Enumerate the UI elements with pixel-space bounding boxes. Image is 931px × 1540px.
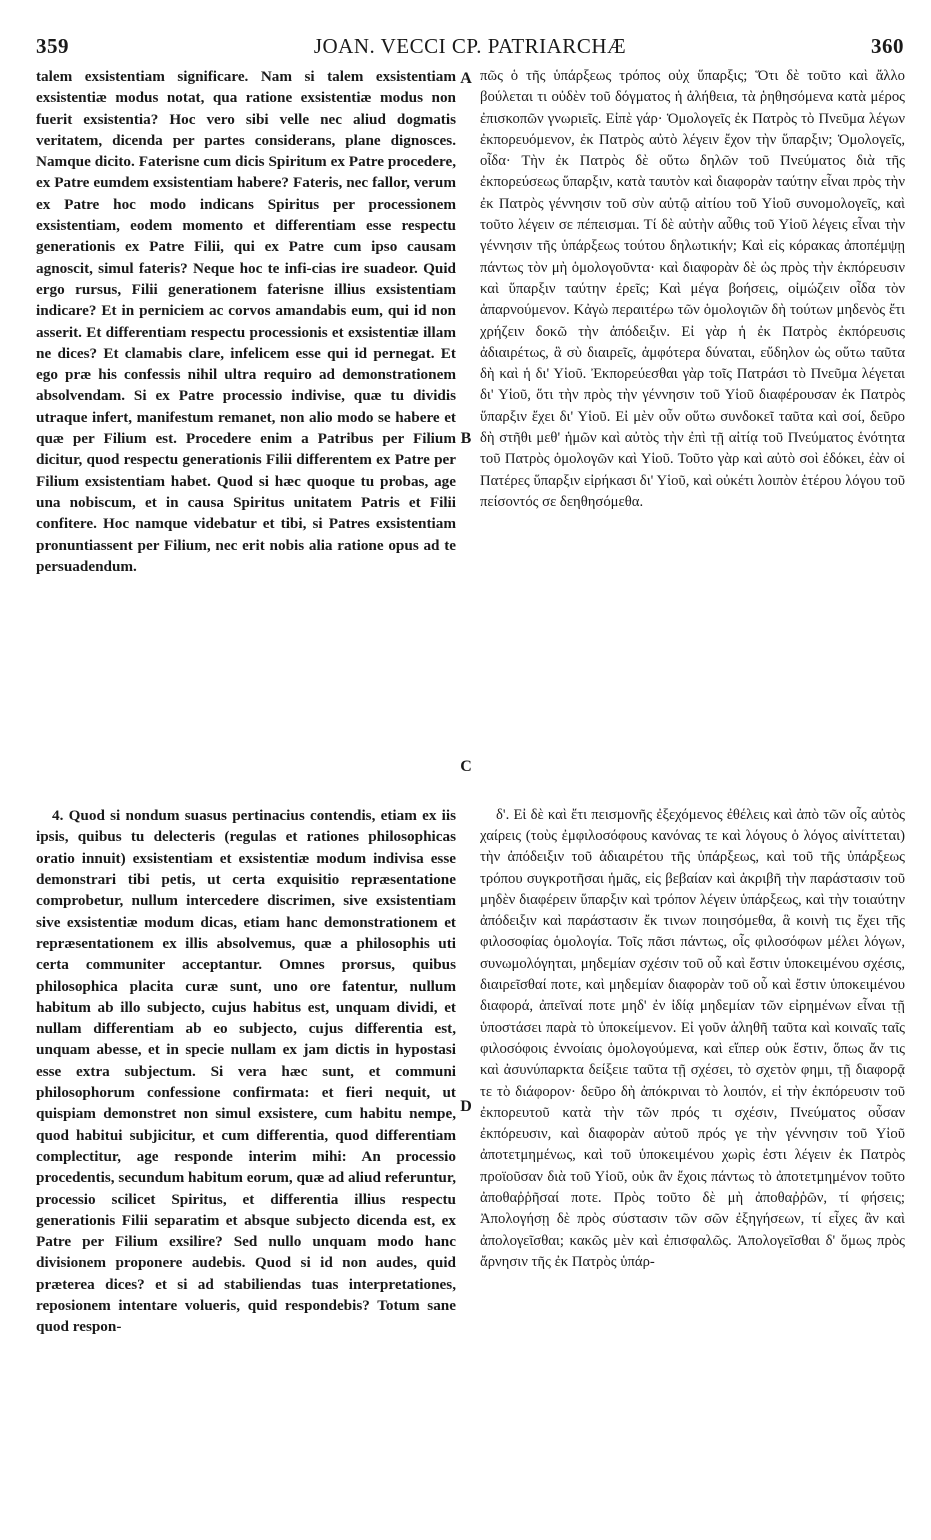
latin-paragraph-2: 4. Quod si nondum suasus pertinacius contendis, etiam ex iis ipsis, quibus tu delecteris (regulas et rationes philosophicas oratio innuit) exsistentiam et exsistentiæ modum indivisa esse demonstrari tibi petis, ut certa exquisitio repræsentatione comprobetur, nullum intercedere discrimen, sive exsistentiam sive exsistentiæ modum dicas, etiam hanc demonstrationem et repræsentationem ex illis absolvemus, quæ a philosophis uti certa communiter acceptantur. Omnes prorsus, quibus philosophica placita curæ sunt, uno ore fatentur, nullum habitum ab illo subjecto, cujus habitus est, unquam dividi, et nullam differentiam ab eo subjecto, cujus differentia est, unquam abesse, et in specie nullam ex jam dictis in hypostasi esse extra subjectum. Si vera hæc sunt, et communi philosophorum confessione confirmata: et fieri nequit, ut quispiam demonstret non simul exsistere, cum habitu nempe, quod habitui subjicitur, et cum differentia, quod differentiam complectitur, age responde interim mihi: An processio procedentis, secundum habitum eorum, quæ ad aliud referuntur, processio scilicet Spiritus, et differentia illius respectu generationis Filii separatim et absque subjecto dicenda est, ex Patre per Filium exsilire? Sed nullo unquam modo hanc divisionem proponere audebis. Quod si id non audes, quid præterea dices? et si ad stabiliendas tuas interpretationes, reposionem intentare volueris, quid respondebis? Totum sane quod respon- bbox=[36, 807, 456, 1336]
greek-column-top bbox=[480, 66, 905, 776]
margin-marker-d: D bbox=[460, 1098, 472, 1115]
margin-marker-a: A bbox=[460, 70, 472, 87]
page-number-left: 359 bbox=[36, 34, 69, 58]
greek-paragraph-2: δ'. Εἰ δὲ καὶ ἔτι πεισμονῆς ἐξεχόμενος ἐθέλεις καὶ ἀπὸ τῶν οἷς αὐτὸς χαίρεις (τοὺς ἐμφιλοσόφους κανόνας τε καὶ λόγους ὁ λόγος αἰνίττεται) τὴν ἀπόδειξιν τοῦ ἀδιαιρέτου τῆς ὑπάρξεως, καὶ τοῦ τῆς ὑπάρξεως τρόπου συγκροτῆσαι ἡμᾶς, εἰς βεβαίαν καὶ ἀκριβῆ τὴν παράστασιν τοῦ μηδὲν διαφέρειν ὕπαρξιν καὶ τρόπον λέγειν ὑπάρξεως, καὶ τὴν τοιαύτην ἀπόδειξιν καὶ παράστασιν ἔκ τινων ποιησόμεθα, ἃ κοινὴ τις ἔχει τῆς φιλοσοφίας ὁμολογία. Τοῖς πᾶσι πάντως, οἷς φιλοσόφων μέλει λόγων, συνωμολόγηται, μηδεμίαν σχέσιν τοῦ οὗ καὶ ἔστιν ὑποκειμένου σχέσις, διαιρεῖσθαί ποτε, καὶ μηδεμίαν διαφορὰν τοῦ οὗ καὶ ἔστιν ὑποκειμένου διαφορά, ἀπεῖναί ποτε μηδ' ἐν ἰδίᾳ μηδεμίαν τῶν εἰρημένων εἶναι τῇ ὑποστάσει παρὰ τὸ ὑποκείμενον. Εἰ γοῦν ἀληθῆ ταῦτα καὶ κοιναῖς ταῖς φιλοσόφοις ἐννοίαις ὁμολογούμενα, καὶ εἴπερ οὐκ ἔστιν, ὅπως ἄν τις καὶ ἀσυνύπαρκτα δείξειε ταῦτα τῇ σχέσει, τὸ σχετὸν φημι, τῇ διαφορᾷ τε τὸ διάφορον· δεῦρο δὴ ἀπόκριναι τὸ λοιπόν, εἰ τὴν ἐκπόρευσιν τοῦ ἐκπορευτοῦ κατὰ τὴν τῶν πρός τι σχέσιν, Πνεύματος οὖσαν ἐκπόρευσιν, καὶ διαφορὰν αὐτοῦ πρός γε τὴν γέννησιν τοῦ Υἱοῦ ἀποτετμημένως, καὶ τοῦ ὑποκειμένου χωρὶς ἐστι λέγειν ἐκ Πατρὸς προϊοῦσαν διὰ τοῦ Υἱοῦ, οὐκ ἂν ἔχοις πάντως τὸ ἀποτετμημένον τοῦτο ἀποθαῤῥῆσαί ποτε. Πρὸς τοῦτο δὲ μὴ ἀποθαῤῥῶν, τί φήσεις; Ἀπολογήσῃ δὲ πρὸς σύστασιν τῶν σῶν ἐξηγήσεων, τί εἶχες ἂν καὶ ἀπολογεῖσθαι; κακῶς μὲν καὶ ἐπισφαλῶς. Ἀπολογεῖσθαι δ' ὅμως πρὸς ἄρνησιν τῆς ἐκ Πατρὸς ὑπάρ- bbox=[480, 806, 905, 1270]
latin-column-bottom bbox=[36, 790, 456, 1490]
page-header bbox=[36, 34, 904, 60]
margin-marker-b: B bbox=[460, 430, 472, 447]
page-number-right: 360 bbox=[871, 34, 904, 58]
running-title: JOAN. VECCI CP. PATRIARCHÆ bbox=[313, 34, 627, 58]
latin-paragraph-1: talem exsistentiam significare. Nam si talem exsistentiam exsistentiæ modus notat, qua ratione exsistentiæ modus non fuerit exsistentia? Hoc vero sibi velle nec aliud dogmatis veritatem, dicenda per partes considerans, plane dignosces. Namque dicito. Faterisne cum dicis Spiritum ex Patre procedere, ex Patre eumdem exsistentiam habere? Fateris, nec fallor, verum ex Patre hoc modo indicans Spiritus per processionem exsistentiam, eodem momento et differentiam esse respectu generationis ex Patre Filii, qui ex Patre cum ipso causam agnoscit, simul fateris? Neque hoc te infi-cias ire suadeor. Quid ergo rursus, Filii generationem faterisne illius exsistentiam indicare? Et in perniciem ac corvos amandabis eum, qui id non asserit. Et differentiam respectu processionis et exsistentiæ illam ne dices? Et clamabis clare, infelicem esse qui id pernegat. Et ego præ his confessis nihil ultra requiro ad demonstrationem absolvendam. Si ex Patre processio indivise, quæ tu dividis utraque infert, manifestum remanet, non alio modo se habere et quæ per Filium est. Procedere enim a Patribus per Filium dicitur, quod respectu generationis Filii differentem ex Patre per Filium exsistentiam habet. Quod si hæc quoque tu probas, age una nobiscum, et in causa Spiritus unitatem Patris et Filii confitere. Hoc namque videbatur et tibi, si Patres exsistentiam pronuntiassent per Filium, nec erit nobis alia ratione opus ad te persuadendum. bbox=[36, 68, 456, 575]
margin-marker-c: C bbox=[460, 758, 472, 775]
greek-paragraph-1: πῶς ὁ τῆς ὑπάρξεως τρόπος οὐχ ὕπαρξις; Ὅτι δὲ τοῦτο καὶ ἄλλο βούλεται τι οὐδὲν τοῦ δόγματος ἡ ἀλήθεια, τὰ ῥηθησόμενα κατὰ μέρος ἐπισκοπῶν γνωριεῖς. Εἰπὲ γάρ· Ὁμολογεῖς ἐκ Πατρὸς τὸ Πνεῦμα λέγων ἐκπορευόμενον, ἐκ Πατρὸς αὐτὸ λέγειν ἔχον τὴν ὕπαρξιν; Ὁμολογεῖς, οἶδα· Τὴν ἐκ Πατρὸς δὲ οὕτω δηλῶν τοῦ Πνεύματος διὰ τῆς ἐκπορεύσεως ὕπαρξιν, κατὰ ταυτὸν καὶ διαφορὰν ταύτην εἶναι πρὸς τὴν ἐκ Πατρὸς γέννησιν τοῦ σὺν αὐτῷ αἰτίου τοῦ Υἱοῦ συνομολογεῖς, καὶ τοῦτο λέγειν σε πέπεισμαι. Τί δὲ αὐτὴν αὖθις τοῦ Υἱοῦ λέγεις εἶναι τὴν γέννησιν τῆς ὑπάρξεως τούτου δηλωτικήν; Καὶ εἰς κόρακας ἀποπέμψῃ πάντως τὸν μὴ ὁμολογοῦντα· καὶ διαφορὰν δὲ ὡς πρὸς τὴν ἐκπόρευσιν καὶ ὕπαρξιν ταύτην ἐρεῖς; Καὶ μέγα βοήσεις, οἰμώζειν οἶδα τὸν ἀπαρνούμενον. Κἀγὼ περαιτέρω τῶν ὁμολογιῶν δὴ τούτων μηδενὸς ἔτι χρήζειν δοκῶ τὴν ἀπόδειξιν. Εἰ γὰρ ἡ ἐκ Πατρὸς ἐκπόρευσις ἀδιαιρέτως, ἃ σὺ διαιρεῖς, ἀμφότερα δύναται, εὔδηλον ὡς οὕτω ταῦτα δὴ καὶ ἡ δι' Υἱοῦ. Ἐκπορεύεσθαι γὰρ τοῖς Πατράσι τὸ Πνεῦμα λέγεται δι' Υἱοῦ, ὅτι τὴν πρὸς τὴν γέννησιν τοῦ Υἱοῦ διαφέρουσαν ἐκ Πατρὸς ὕπαρξιν ἔχει δι' Υἱοῦ. Εἰ μὲν οὖν οὕτω συνδοκεῖ ταῦτα καὶ σοί, δεῦρο δὴ στῆθι μεθ' ἡμῶν καὶ αὐτὸς τὴν ἐπὶ τῇ αἰτίᾳ τοῦ Πνεύματος ἑνότητα τοῦ Πατρὸς ὁμολογῶν καὶ Υἱοῦ. Τοῦτο γὰρ καὶ αὐτὸ σοὶ ἐδόκει, ἐὰν οἱ Πατέρες ὕπαρξιν εἰρήκασι δι' Υἱοῦ, καὶ οὐκέτι λοιπὸν ἑτέρου λόγου τοῦ πείσοντός σε δεηθησόμεθα. bbox=[480, 68, 905, 510]
latin-column-top bbox=[36, 66, 456, 776]
greek-column-bottom bbox=[480, 790, 905, 1490]
